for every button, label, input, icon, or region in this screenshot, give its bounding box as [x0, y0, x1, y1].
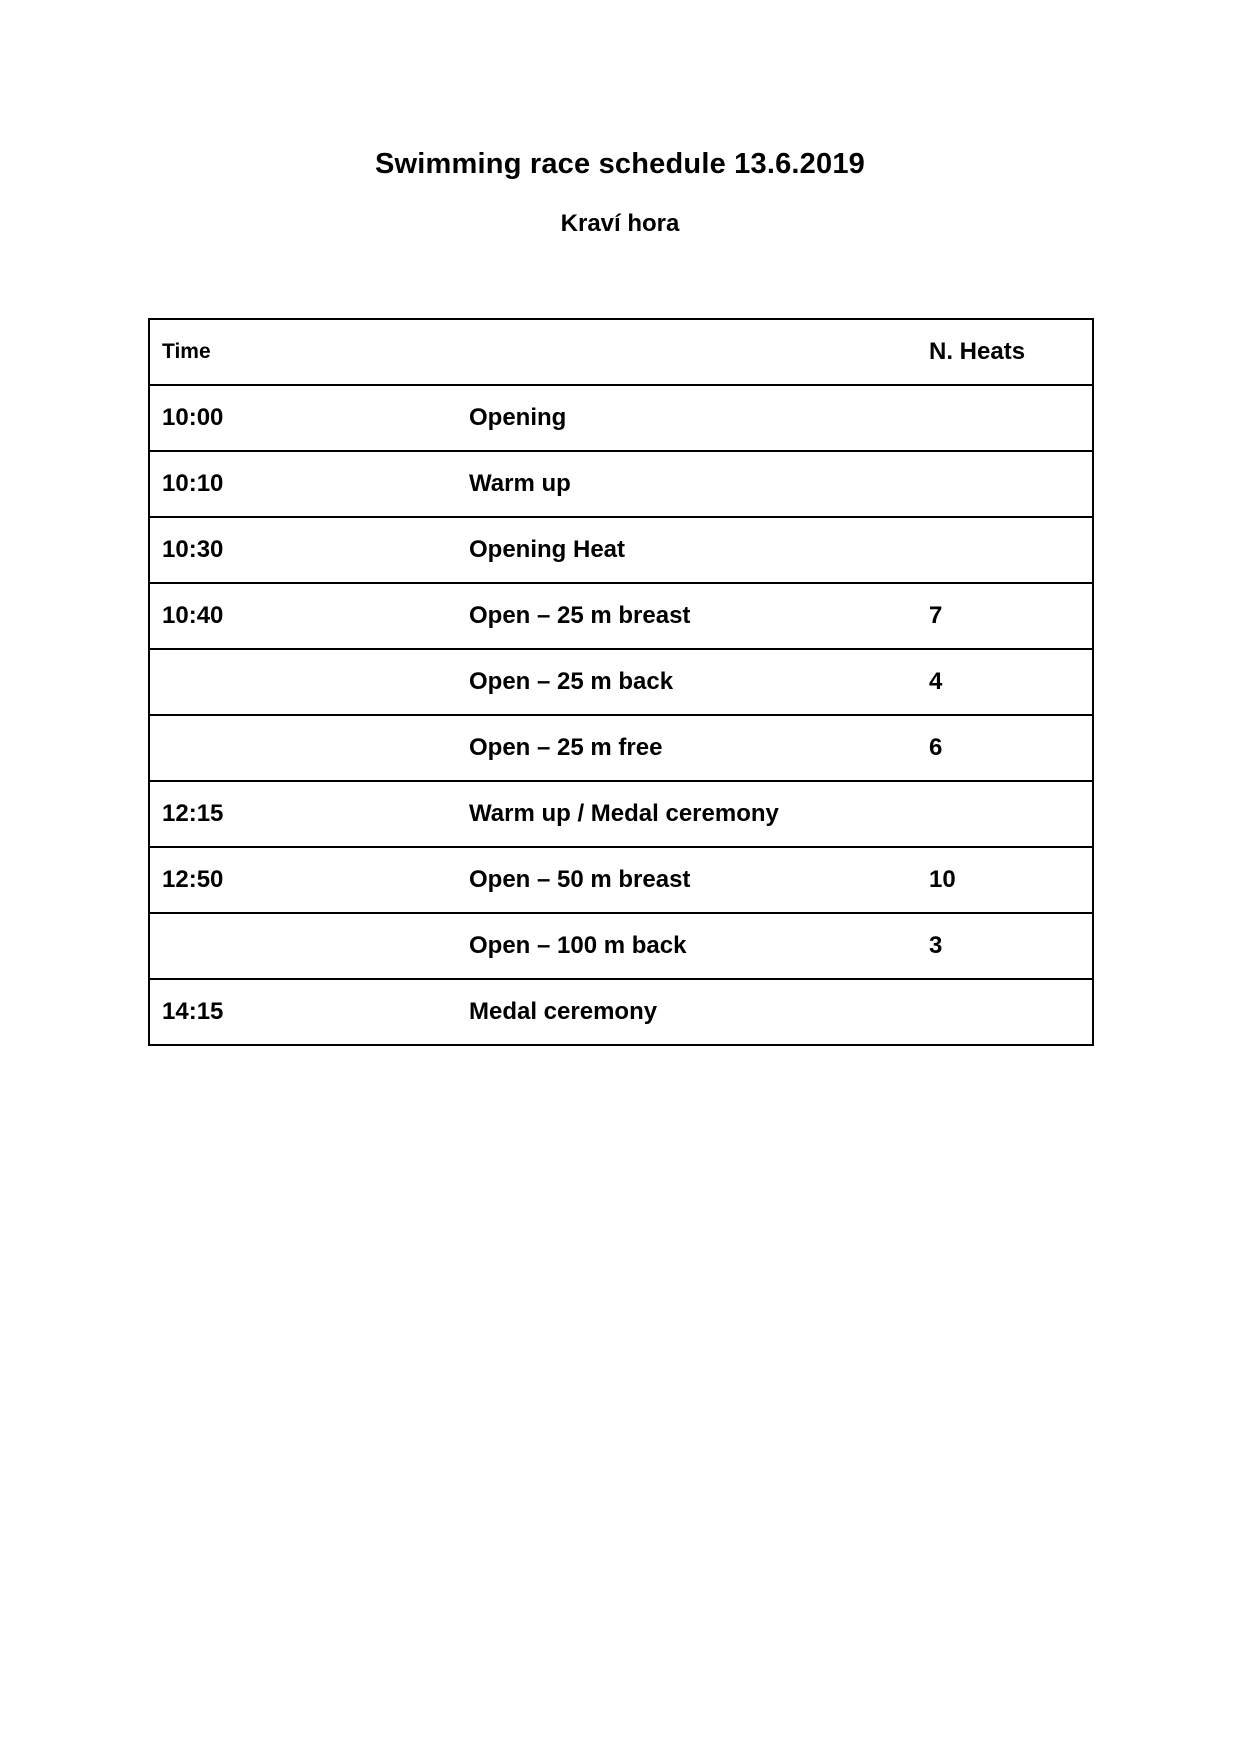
cell-event: Medal ceremony: [463, 979, 917, 1045]
cell-heats: 4: [917, 649, 1093, 715]
table-row: [149, 913, 1093, 979]
table-row: [149, 979, 1093, 1045]
cell-time: 12:50: [149, 847, 463, 913]
cell-time: 10:00: [149, 385, 463, 451]
column-header-time: Time: [149, 319, 463, 385]
cell-event: Warm up / Medal ceremony: [463, 781, 917, 847]
column-header-heats: N. Heats: [917, 319, 1093, 385]
column-header-event: [463, 319, 917, 385]
cell-time: 10:40: [149, 583, 463, 649]
cell-heats: [917, 385, 1093, 451]
cell-heats: [917, 517, 1093, 583]
table-row: [149, 385, 1093, 451]
cell-heats: 3: [917, 913, 1093, 979]
cell-event: Open – 50 m breast: [463, 847, 917, 913]
cell-time: [149, 715, 463, 781]
cell-heats: [917, 451, 1093, 517]
cell-event: Open – 25 m back: [463, 649, 917, 715]
page-title: Swimming race schedule 13.6.2019: [375, 148, 865, 180]
cell-heats: [917, 781, 1093, 847]
table-row: [149, 847, 1093, 913]
table-row: [149, 649, 1093, 715]
table-row: [149, 451, 1093, 517]
schedule-table: [148, 318, 1094, 1046]
cell-event: Open – 25 m breast: [463, 583, 917, 649]
cell-time: 14:15: [149, 979, 463, 1045]
table-row: [149, 583, 1093, 649]
cell-time: 10:10: [149, 451, 463, 517]
cell-time: 12:15: [149, 781, 463, 847]
cell-heats: [917, 979, 1093, 1045]
cell-time: [149, 649, 463, 715]
table-header-row: [149, 319, 1093, 385]
cell-event: Open – 25 m free: [463, 715, 917, 781]
table-row: [149, 517, 1093, 583]
table-row: [149, 715, 1093, 781]
cell-heats: 6: [917, 715, 1093, 781]
page-subtitle: Kraví hora: [560, 210, 680, 237]
cell-time: 10:30: [149, 517, 463, 583]
cell-event: Opening: [463, 385, 917, 451]
cell-time: [149, 913, 463, 979]
table-row: [149, 781, 1093, 847]
cell-heats: 7: [917, 583, 1093, 649]
cell-heats: 10: [917, 847, 1093, 913]
cell-event: Opening Heat: [463, 517, 917, 583]
cell-event: Warm up: [463, 451, 917, 517]
cell-event: Open – 100 m back: [463, 913, 917, 979]
